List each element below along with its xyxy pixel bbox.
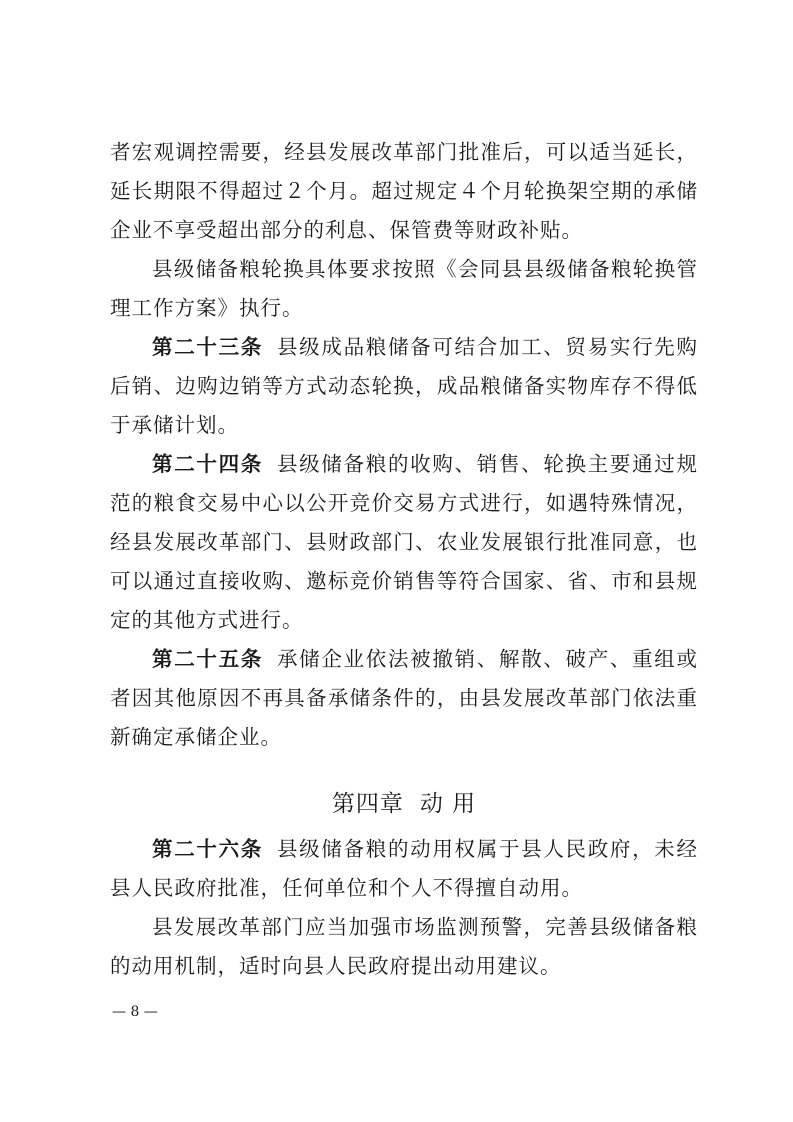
article-number: 第二十四条 — [152, 452, 263, 476]
paragraph-text: 承储企业依法被撤销、解散、破产、重组或者因其他原因不再具备承储条件的，由县发展改革部门依法重新确定承储企业。 — [110, 647, 699, 749]
paragraph — [110, 445, 698, 640]
paragraph-text: 县级储备粮的动用权属于县人民政府，未经县人民政府批准，任何单位和个人不得擅自动用。 — [110, 837, 699, 900]
chapter-number: 第四章 — [331, 791, 404, 817]
paragraph-text: 县级储备粮的收购、销售、轮换主要通过规范的粮食交易中心以公开竞价交易方式进行，如遇特殊情况，经县发展改革部门、县财政部门、农业发展银行批准同意，也可以通过直接收购、邀标竞价销售等符合国家、省、市和县规定的其他方式进行。 — [110, 452, 699, 632]
paragraph — [110, 250, 698, 328]
article-number: 第二十六条 — [152, 837, 263, 861]
paragraph — [110, 908, 698, 986]
chapter-heading — [110, 785, 698, 824]
paragraph — [110, 640, 698, 757]
paragraph-text: 者宏观调控需要，经县发展改革部门批准后，可以适当延长，延长期限不得超过２个月。超过规定４个月轮换架空期的承储企业不享受超出部分的利息、保管费等财政补贴。 — [110, 140, 698, 242]
paragraph — [110, 133, 698, 250]
paragraph-text: 县级成品粮储备可结合加工、贸易实行先购后销、边购边销等方式动态轮换，成品粮储备实物库存不得低于承储计划。 — [110, 335, 699, 437]
chapter-title: 动 用 — [419, 791, 477, 817]
article-number: 第二十三条 — [152, 335, 263, 359]
page-number: — 8 — — [112, 1004, 158, 1020]
paragraph — [110, 328, 698, 445]
article-number: 第二十五条 — [152, 647, 263, 671]
paragraph-group-top — [110, 133, 698, 757]
document-body — [110, 133, 698, 986]
paragraph-text: 县级储备粮轮换具体要求按照《会同县县级储备粮轮换管理工作方案》执行。 — [110, 257, 698, 320]
paragraph — [110, 830, 698, 908]
paragraph-group-bottom — [110, 830, 698, 986]
paragraph-text: 县发展改革部门应当加强市场监测预警，完善县级储备粮的动用机制，适时向县人民政府提出动用建议。 — [110, 915, 698, 978]
